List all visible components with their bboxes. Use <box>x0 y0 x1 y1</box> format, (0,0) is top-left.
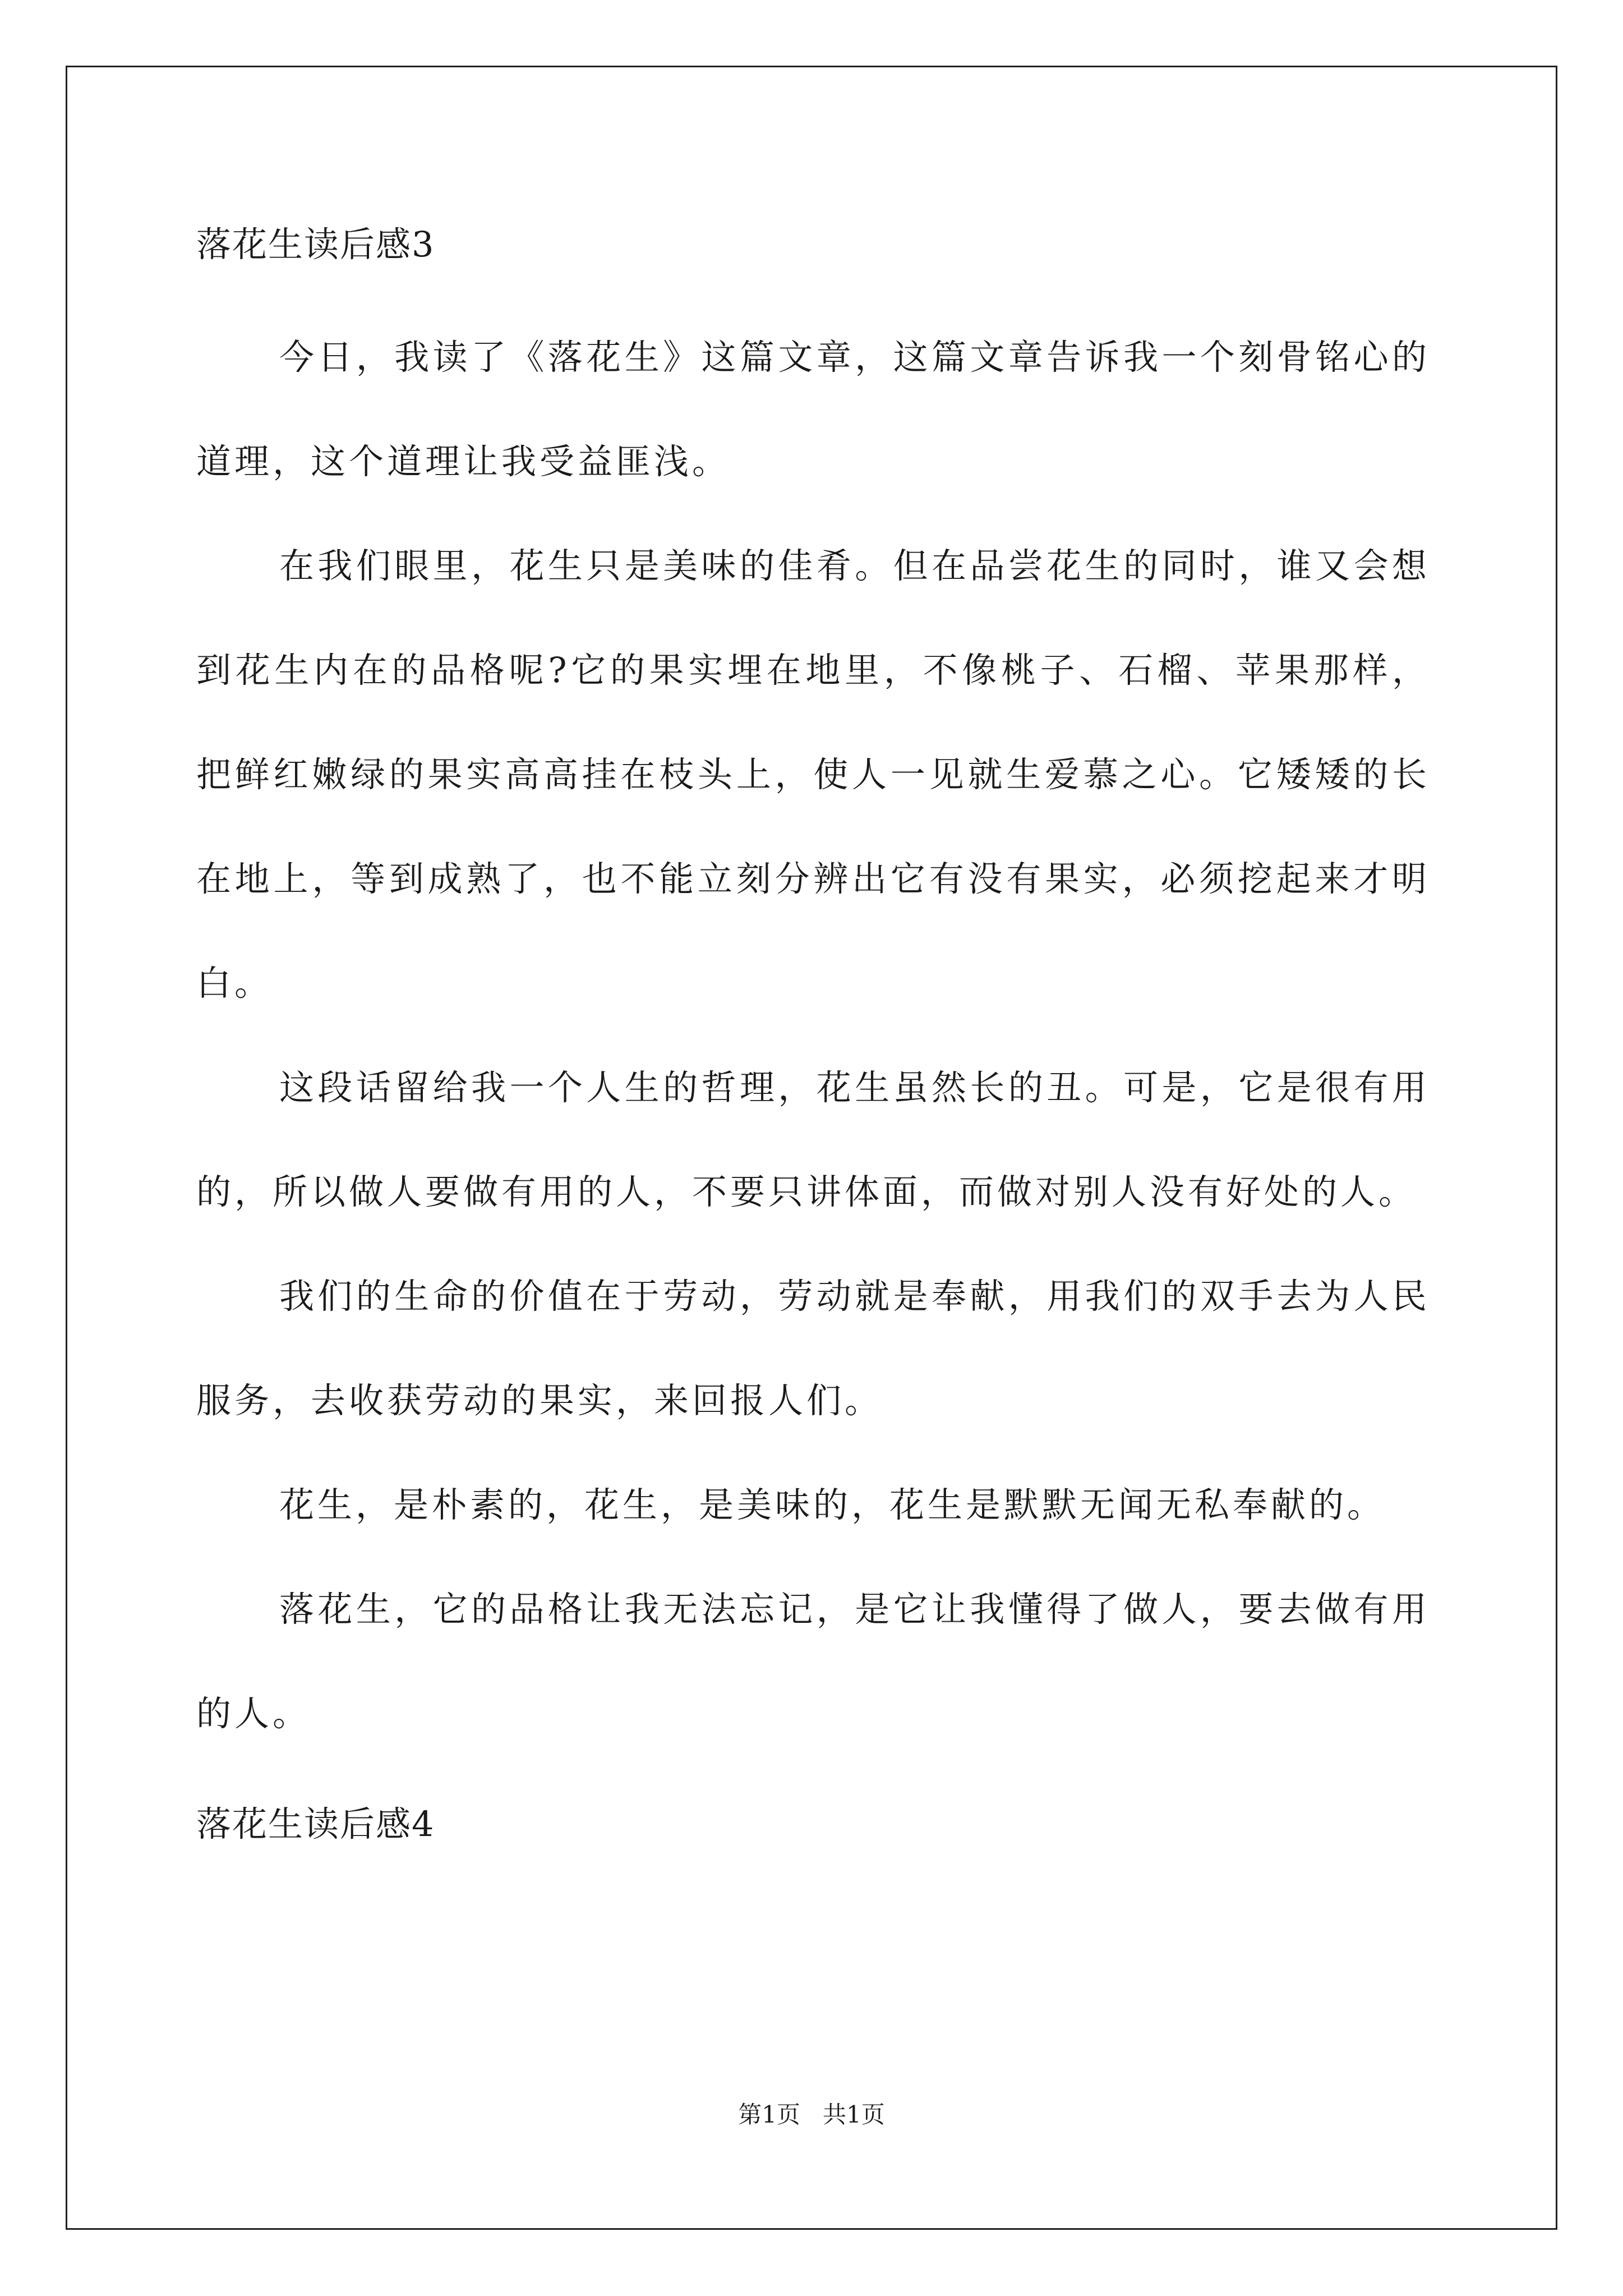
paragraph-3: 这段话留给我一个人生的哲理，花生虽然长的丑。可是，它是很有用的，所以做人要做有用的人，不要只讲体面，而做对别人没有好处的人。 <box>196 1067 1430 1212</box>
paragraph-6: 落花生，它的品格让我无法忘记，是它让我懂得了做人，要去做有用的人。 <box>196 1589 1430 1734</box>
paragraph-2: 在我们眼里，花生只是美味的佳肴。但在品尝花生的同时，谁又会想到花生内在的品格呢?它的果实埋在地里，不像桃子、石榴、苹果那样，把鲜红嫩绿的果实高高挂在枝头上，使人一见就生爱慕之心。它矮矮的长在地上，等到成熟了，也不能立刻分辨出它有没有果实，必须挖起来才明白。 <box>196 545 1430 1004</box>
section-heading-3: 落花生读后感3 <box>196 224 435 265</box>
paragraph-4: 我们的生命的价值在于劳动，劳动就是奉献，用我们的双手去为人民服务，去收获劳动的果实，来回报人们。 <box>196 1276 1430 1421</box>
page-footer: 第1页 共1页 <box>738 2101 885 2128</box>
document-body <box>196 213 1430 1856</box>
section-heading-4: 落花生读后感4 <box>196 1803 435 1844</box>
paragraph-1: 今日，我读了《落花生》这篇文章，这篇文章告诉我一个刻骨铭心的道理，这个道理让我受益匪浅。 <box>196 337 1430 482</box>
paragraph-5: 花生，是朴素的，花生，是美味的，花生是默默无闻无私奉献的。 <box>279 1484 1386 1525</box>
